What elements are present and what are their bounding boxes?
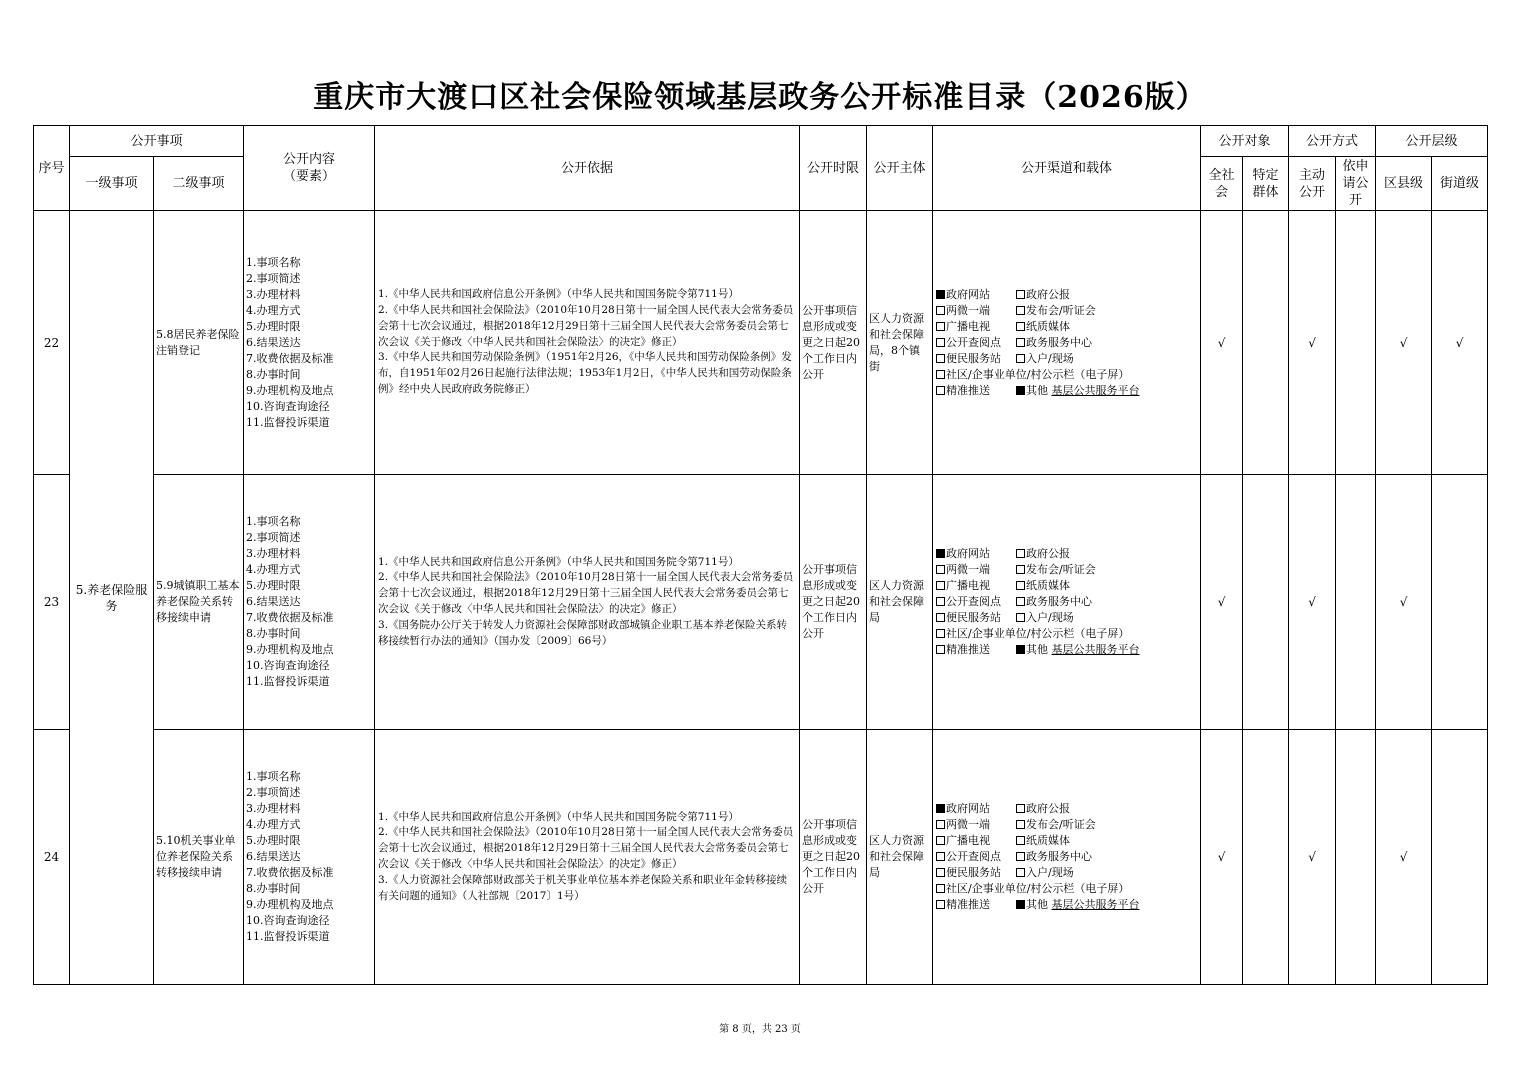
channel-convenience: 便民服务站 [946,611,1002,624]
checkbox-empty-icon [936,386,945,395]
basis-paragraph: 2.《中华人民共和国社会保险法》（2010年10月28日第十一届全国人民代表大会常务委员会第十七次会议通过，根据2018年12月29日第十三届全国人民代表大会常务委员会第七次会议《关于修改〈中华人民共和国社会保险法〉的决定》修正） [378,304,794,348]
target-all-mark: √ [1201,211,1243,475]
channel-gazette: 政府公报 [1026,802,1071,815]
channels-cell [933,475,1201,730]
checkbox-checked-icon [936,804,945,813]
channel-precise: 精准推送 [946,643,991,656]
channel-paper: 纸质媒体 [1026,834,1071,847]
page-title: 重庆市大渡口区社会保险领域基层政务公开标准目录（2026版） [313,80,1207,115]
row-seq: 24 [34,730,70,985]
checkbox-empty-icon [1016,290,1025,299]
header-subject: 公开主体 [867,126,933,211]
basis-text [375,730,800,985]
basis-text [375,475,800,730]
level-district-mark: √ [1376,211,1432,475]
content-element: 9.办理机构及地点 [246,898,334,911]
channel-website: 政府网站 [946,287,991,301]
checkbox-empty-icon [1016,852,1025,861]
content-element: 1.事项名称 [246,770,301,783]
level2-item: 5.8居民养老保险注销登记 [154,211,244,475]
checkbox-empty-icon [1016,613,1025,622]
content-element: 10.咨询查询途径 [246,914,330,927]
header-seq: 序号 [34,126,70,211]
disclosure-time: 公开事项信息形成或变更之日起20个工作日内公开 [800,730,867,985]
checkbox-empty-icon [936,868,945,877]
channel-two-micro: 两微一端 [946,818,991,831]
content-element: 2.事项简述 [246,271,301,285]
content-element: 7.收费依据及标准 [246,611,334,624]
content-element: 5.办理时限 [246,319,301,333]
content-elements [244,475,375,730]
content-element: 5.办理时限 [246,579,301,592]
level1-item: 5.养老保险服务 [70,211,154,985]
header-target-specific-line2: 群体 [1252,184,1279,200]
basis-paragraph: 1.《中华人民共和国政府信息公开条例》（中华人民共和国国务院令第711号） [378,810,739,823]
level-street-mark [1432,730,1488,985]
row-seq: 22 [34,211,70,475]
disclosure-subject: 区人力资源和社会保障局 [867,475,933,730]
checkbox-empty-icon [936,597,945,606]
checkbox-empty-icon [1016,581,1025,590]
row-seq: 23 [34,475,70,730]
channel-precise: 精准推送 [946,898,991,911]
checkbox-checked-icon [1016,900,1025,909]
header-mode-apply-line2: 请公 [1342,176,1369,191]
checkbox-empty-icon [936,884,945,893]
checkbox-empty-icon [936,565,945,574]
checkbox-empty-icon [936,581,945,590]
target-specific-mark [1243,211,1289,475]
checkbox-empty-icon [1016,597,1025,606]
level-district-mark: √ [1376,730,1432,985]
channel-press: 发布会/听证会 [1026,563,1096,576]
checkbox-empty-icon [936,306,945,315]
channel-two-micro: 两微一端 [946,563,991,576]
basis-paragraph: 1.《中华人民共和国政府信息公开条例》（中华人民共和国国务院令第711号） [378,288,739,301]
channel-other-value: 基层公共服务平台 [1051,643,1140,656]
table-row [34,730,1488,985]
channel-convenience: 便民服务站 [946,351,1002,365]
checkbox-empty-icon [936,354,945,363]
header-basis: 公开依据 [375,126,800,211]
checkbox-empty-icon [1016,354,1025,363]
basis-paragraph: 3.《人力资源社会保障部财政部关于机关事业单位基本养老保险关系和职业年金转移接续有关问题的通知》（人社部规〔2017〕1号） [378,873,788,902]
page-footer: 第 8 页，共 23 页 [719,1024,801,1035]
level2-item: 5.10机关事业单位养老保险关系转移接续申请 [154,730,244,985]
channel-other-value: 基层公共服务平台 [1051,898,1140,911]
content-element: 3.办理材料 [246,802,301,815]
header-level-street: 街道级 [1432,157,1488,211]
channel-community: 社区/企事业单位/村公示栏（电子屏） [946,367,1130,381]
checkbox-empty-icon [936,852,945,861]
content-element: 6.结果送达 [246,335,301,349]
channel-gazette: 政府公报 [1026,547,1071,560]
header-mode-apply [1336,157,1376,211]
target-all-mark: √ [1201,475,1243,730]
header-mode-active [1289,157,1336,211]
checkbox-empty-icon [1016,820,1025,829]
content-element: 11.监督投诉渠道 [246,675,330,688]
channel-service-center: 政务服务中心 [1026,595,1093,608]
checkbox-checked-icon [1016,645,1025,654]
content-element: 8.办事时间 [246,367,301,381]
mode-apply-mark [1336,211,1376,475]
channel-tv: 广播电视 [946,319,991,333]
header-target-specific [1243,157,1289,211]
header-content [244,126,375,211]
channel-tv: 广播电视 [946,579,991,592]
basis-text [375,211,800,475]
channel-household: 入户/现场 [1026,351,1074,365]
basis-paragraph: 2.《中华人民共和国社会保险法》（2010年10月28日第十一届全国人民代表大会常务委员会第十七次会议通过，根据2018年12月29日第十三届全国人民代表大会常务委员会第七次会议《关于修改〈中华人民共和国社会保险法〉的决定》修正） [378,571,794,615]
disclosure-subject: 区人力资源和社会保障局 [867,730,933,985]
mode-apply-mark [1336,475,1376,730]
header-level2: 二级事项 [154,157,244,211]
checkbox-checked-icon [936,549,945,558]
content-element: 7.收费依据及标准 [246,351,334,365]
channel-household: 入户/现场 [1026,866,1074,879]
content-elements [244,730,375,985]
disclosure-time: 公开事项信息形成或变更之日起20个工作日内公开 [800,475,867,730]
checkbox-empty-icon [1016,306,1025,315]
checkbox-empty-icon [1016,868,1025,877]
mode-apply-mark [1336,730,1376,985]
level-street-mark: √ [1432,211,1488,475]
checkbox-empty-icon [936,900,945,909]
content-element: 8.办事时间 [246,882,301,895]
content-element: 10.咨询查询途径 [246,399,330,413]
checkbox-empty-icon [1016,836,1025,845]
catalog-table [33,125,1488,985]
target-specific-mark [1243,475,1289,730]
header-target-group: 公开对象 [1201,126,1289,157]
channel-query: 公开查阅点 [946,850,1002,863]
content-element: 3.办理材料 [246,287,301,301]
channel-two-micro: 两微一端 [946,303,991,317]
channel-precise: 精准推送 [946,383,991,397]
content-element: 3.办理材料 [246,547,301,560]
channel-paper: 纸质媒体 [1026,579,1071,592]
header-target-specific-line1: 特定 [1252,167,1279,183]
channel-service-center: 政务服务中心 [1026,850,1093,863]
content-element: 5.办理时限 [246,834,301,847]
content-element: 2.事项简述 [246,786,301,799]
channel-press: 发布会/听证会 [1026,303,1096,317]
table-row [34,475,1488,730]
level-street-mark [1432,475,1488,730]
channels-cell [933,730,1201,985]
channel-press: 发布会/听证会 [1026,818,1096,831]
mode-active-mark: √ [1289,211,1336,475]
header-mode-apply-line3: 开 [1349,193,1363,208]
content-element: 4.办理方式 [246,563,301,576]
table-row [34,211,1488,475]
header-content-line1: 公开内容 [283,152,336,167]
channel-tv: 广播电视 [946,834,991,847]
header-time: 公开时限 [800,126,867,211]
header-target-all [1201,157,1243,211]
header-target-all-line2: 会 [1215,184,1229,200]
header-channels: 公开渠道和载体 [933,126,1201,211]
checkbox-empty-icon [936,370,945,379]
header-mode-active-line2: 公开 [1299,184,1326,200]
channels-cell [933,211,1201,475]
channel-website: 政府网站 [946,547,991,560]
mode-active-mark: √ [1289,475,1336,730]
channel-other: 其他 [1026,383,1049,397]
channel-household: 入户/现场 [1026,611,1074,624]
header-mode-active-line1: 主动 [1299,167,1326,183]
checkbox-checked-icon [936,290,945,299]
checkbox-empty-icon [1016,804,1025,813]
header-mode-group: 公开方式 [1289,126,1376,157]
checkbox-empty-icon [1016,322,1025,331]
content-element: 2.事项简述 [246,531,301,544]
content-element: 1.事项名称 [246,255,301,269]
channel-community: 社区/企事业单位/村公示栏（电子屏） [946,627,1130,640]
channel-query: 公开查阅点 [946,335,1002,349]
checkbox-empty-icon [1016,338,1025,347]
checkbox-empty-icon [1016,549,1025,558]
content-element: 4.办理方式 [246,818,301,831]
channel-other: 其他 [1026,643,1049,656]
basis-paragraph: 3.《国务院办公厅关于转发人力资源社会保障部财政部城镇企业职工基本养老保险关系转移接续暂行办法的通知》（国办发〔2009〕66号） [378,618,788,647]
channel-service-center: 政务服务中心 [1026,335,1093,349]
mode-active-mark: √ [1289,730,1336,985]
channel-website: 政府网站 [946,802,991,815]
channel-gazette: 政府公报 [1026,287,1071,301]
checkbox-empty-icon [936,338,945,347]
checkbox-empty-icon [1016,565,1025,574]
checkbox-empty-icon [936,645,945,654]
content-element: 9.办理机构及地点 [246,643,334,656]
channel-convenience: 便民服务站 [946,866,1002,879]
header-level1: 一级事项 [70,157,154,211]
checkbox-empty-icon [936,322,945,331]
content-element: 11.监督投诉渠道 [246,415,330,429]
level-district-mark: √ [1376,475,1432,730]
disclosure-subject: 区人力资源和社会保障局，8个镇街 [867,211,933,475]
level2-item: 5.9城镇职工基本养老保险关系转移接续申请 [154,475,244,730]
content-element: 8.办事时间 [246,627,301,640]
checkbox-empty-icon [936,820,945,829]
checkbox-checked-icon [1016,386,1025,395]
checkbox-empty-icon [936,629,945,638]
header-target-all-line1: 全社 [1208,167,1235,183]
content-element: 6.结果送达 [246,850,301,863]
basis-paragraph: 1.《中华人民共和国政府信息公开条例》（中华人民共和国国务院令第711号） [378,555,739,568]
target-specific-mark [1243,730,1289,985]
checkbox-empty-icon [936,613,945,622]
content-element: 4.办理方式 [246,303,301,317]
channel-other: 其他 [1026,898,1049,911]
content-element: 6.结果送达 [246,595,301,608]
channel-other-value: 基层公共服务平台 [1051,383,1140,397]
header-mode-apply-line1: 依申 [1342,159,1369,174]
channel-community: 社区/企事业单位/村公示栏（电子屏） [946,882,1130,895]
channel-paper: 纸质媒体 [1026,319,1071,333]
basis-paragraph: 2.《中华人民共和国社会保险法》（2010年10月28日第十一届全国人民代表大会常务委员会第十七次会议通过，根据2018年12月29日第十三届全国人民代表大会常务委员会第七次会议《关于修改〈中华人民共和国社会保险法〉的决定》修正） [378,826,794,870]
target-all-mark: √ [1201,730,1243,985]
content-elements [244,211,375,475]
channel-query: 公开查阅点 [946,595,1002,608]
header-level-group: 公开层级 [1376,126,1488,157]
checkbox-empty-icon [936,836,945,845]
content-element: 9.办理机构及地点 [246,383,334,397]
header-items-group: 公开事项 [70,126,244,157]
content-element: 10.咨询查询途径 [246,659,330,672]
disclosure-time: 公开事项信息形成或变更之日起20个工作日内公开 [800,211,867,475]
content-element: 11.监督投诉渠道 [246,930,330,943]
header-content-line2: （要素） [283,169,336,184]
content-element: 1.事项名称 [246,515,301,528]
content-element: 7.收费依据及标准 [246,866,334,879]
header-level-district: 区县级 [1376,157,1432,211]
basis-paragraph: 3.《中华人民共和国劳动保险条例》（1951年2月26，《中华人民共和国劳动保险条例》发布，自1951年02月26日起施行法律法规；1953年1月2日，《中华人民共和国劳动保险条例》经中央人民政府政务院修正） [378,351,792,395]
